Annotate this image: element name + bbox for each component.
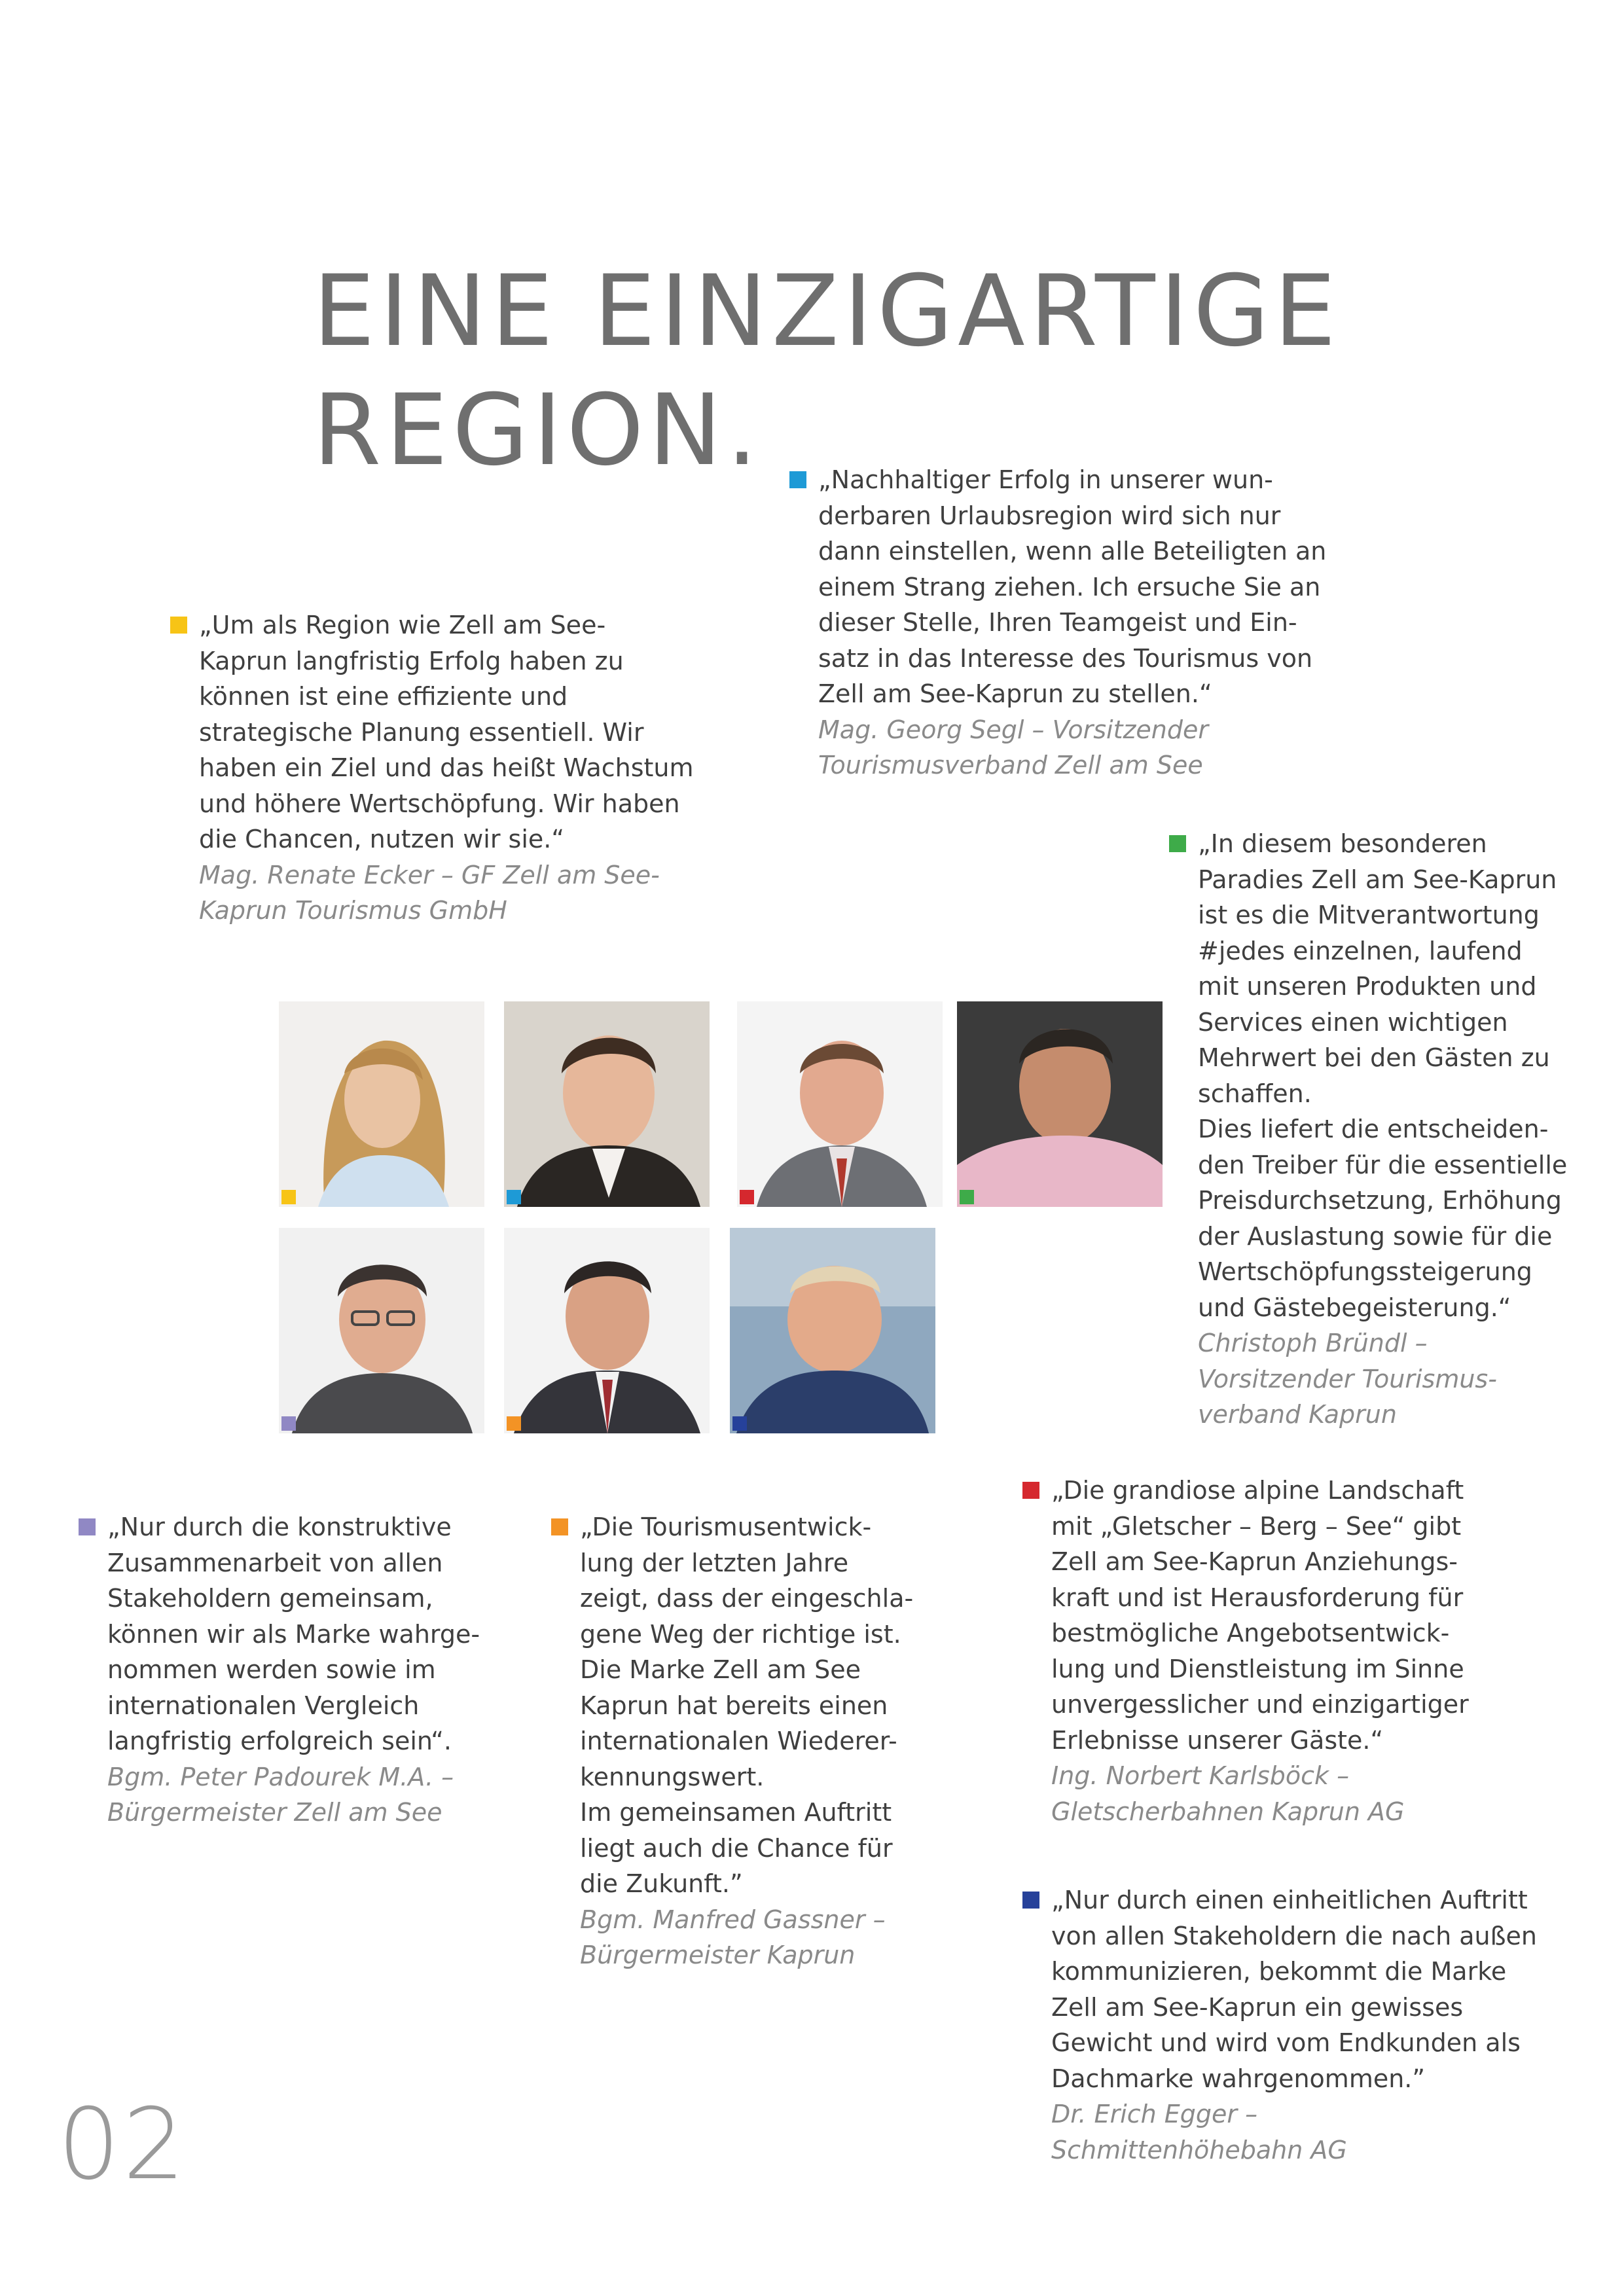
quote-egger — [1051, 1882, 1588, 2168]
page-number: 02 — [58, 2088, 188, 2202]
red-square-icon — [740, 1190, 754, 1204]
title-line-1: EINE EINZIGARTIGE — [313, 255, 1341, 368]
yellow-square-icon — [170, 617, 187, 634]
portrait-man-pink-shirt — [957, 1001, 1163, 1207]
quote-author: Mag. Georg Segl – Vorsitzender Tourismusverband Zell am See — [818, 715, 1209, 780]
portrait-photo-gassner — [504, 1228, 710, 1433]
portrait-man-red-tie — [504, 1228, 710, 1433]
quote-author: Mag. Renate Ecker – GF Zell am See- Kaprun Tourismus GmbH — [199, 860, 660, 925]
quote-author: Bgm. Manfred Gassner – Bürgermeister Kaprun — [580, 1905, 886, 1969]
green-square-icon — [1169, 835, 1186, 852]
quote-author: Dr. Erich Egger – Schmittenhöhebahn AG — [1051, 2100, 1347, 2164]
quote-text: „Um als Region wie Zell am See- Kaprun langfristig Erfolg haben zu können ist eine effiziente und strategische Planung essentiell. Wir haben ein Ziel und das heißt Wachstum und höhere Wertschöpfung. Wir haben die Chancen, nutzen wir sie.“ — [199, 611, 694, 853]
red-square-icon — [1022, 1482, 1039, 1499]
orange-square-icon — [507, 1416, 521, 1431]
portrait-photo-karlsboeck — [737, 1001, 943, 1207]
quote-author: Christoph Bründl – Vorsitzender Tourismus- verband Kaprun — [1198, 1329, 1497, 1429]
portrait-photo-segl — [504, 1001, 710, 1207]
portrait-man-dark-suit — [504, 1001, 710, 1207]
portrait-photo-padourek — [279, 1228, 484, 1433]
quote-bruendl — [1198, 826, 1604, 1433]
orange-square-icon — [551, 1518, 568, 1535]
portrait-woman-blonde — [279, 1001, 484, 1207]
purple-square-icon — [79, 1518, 96, 1535]
portrait-man-glasses — [279, 1228, 484, 1433]
navy-square-icon — [1022, 1892, 1039, 1909]
yellow-square-icon — [281, 1190, 296, 1204]
purple-square-icon — [281, 1416, 296, 1431]
quote-padourek — [107, 1509, 526, 1831]
quote-ecker — [199, 607, 762, 929]
quote-author: Ing. Norbert Karlsböck – Gletscherbahnen Kaprun AG — [1051, 1761, 1405, 1826]
quote-text: „Nachhaltiger Erfolg in unserer wun- derbaren Urlaubsregion wird sich nur dann einstellen, wenn alle Beteiligten an einem Strang ziehen. Ich ersuche Sie an dieser Stelle, Ihren Teamgeist und Ein- satz in das Interesse des Tourismus von Zell am See-Kaprun zu stellen.“ — [818, 465, 1327, 708]
portrait-photo-egger — [730, 1228, 935, 1433]
navy-square-icon — [732, 1416, 747, 1431]
title-line-2: REGION. — [313, 374, 763, 488]
green-square-icon — [960, 1190, 974, 1204]
portrait-man-grey-suit — [737, 1001, 943, 1207]
quote-segl — [818, 462, 1381, 783]
portrait-photo-bruendl — [957, 1001, 1163, 1207]
blue-square-icon — [789, 471, 806, 488]
quote-text: „In diesem besonderen Paradies Zell am See-Kaprun ist es die Mitverantwortung #jedes einzelnen, laufend mit unseren Produkten und Services einen wichtigen Mehrwert bei den Gästen zu schaffen. Dies liefert die entscheiden- den Treiber für die essentielle Preisdurchsetzung, Erhöhung der Auslastung sowie für die Wertschöpfungssteigerung und Gästebegeisterung.“ — [1198, 829, 1568, 1322]
quote-text: „Die grandiose alpine Landschaft mit „Gletscher – Berg – See“ gibt Zell am See-Kaprun Anziehungs- kraft und ist Herausforderung für bestmögliche Angebotsentwick- lung und Dienstleistung im Sinne unvergesslicher und einzigartiger Erlebnisse unserer Gäste.“ — [1051, 1476, 1469, 1755]
quote-karlsboeck — [1051, 1473, 1588, 1829]
quote-gassner — [580, 1509, 999, 1973]
blue-square-icon — [507, 1190, 521, 1204]
quote-text: „Nur durch einen einheitlichen Auftritt von allen Stakeholdern die nach außen kommunizieren, bekommt die Marke Zell am See-Kaprun ein gewisses Gewicht und wird vom Endkunden als Dachmarke wahrgenommen.” — [1051, 1886, 1538, 2093]
quote-text: „Die Tourismusentwick- lung der letzten Jahre zeigt, dass der eingeschla- gene Weg der richtige ist. Die Marke Zell am See Kaprun hat bereits einen internationalen Wiederer- kennungswert. Im gemeinsamen Auftritt liegt auch die Chance für die Zukunft.” — [580, 1513, 914, 1898]
portrait-photo-ecker — [279, 1001, 484, 1207]
quote-text: „Nur durch die konstruktive Zusammenarbeit von allen Stakeholdern gemeinsam, können wir als Marke wahrge- nommen werden sowie im internationalen Vergleich langfristig erfolgreich sein“. — [107, 1513, 480, 1755]
page-title — [313, 252, 1341, 490]
portrait-man-blue-sweater — [730, 1228, 935, 1433]
quote-author: Bgm. Peter Padourek M.A. – Bürgermeister Zell am See — [107, 1762, 454, 1827]
